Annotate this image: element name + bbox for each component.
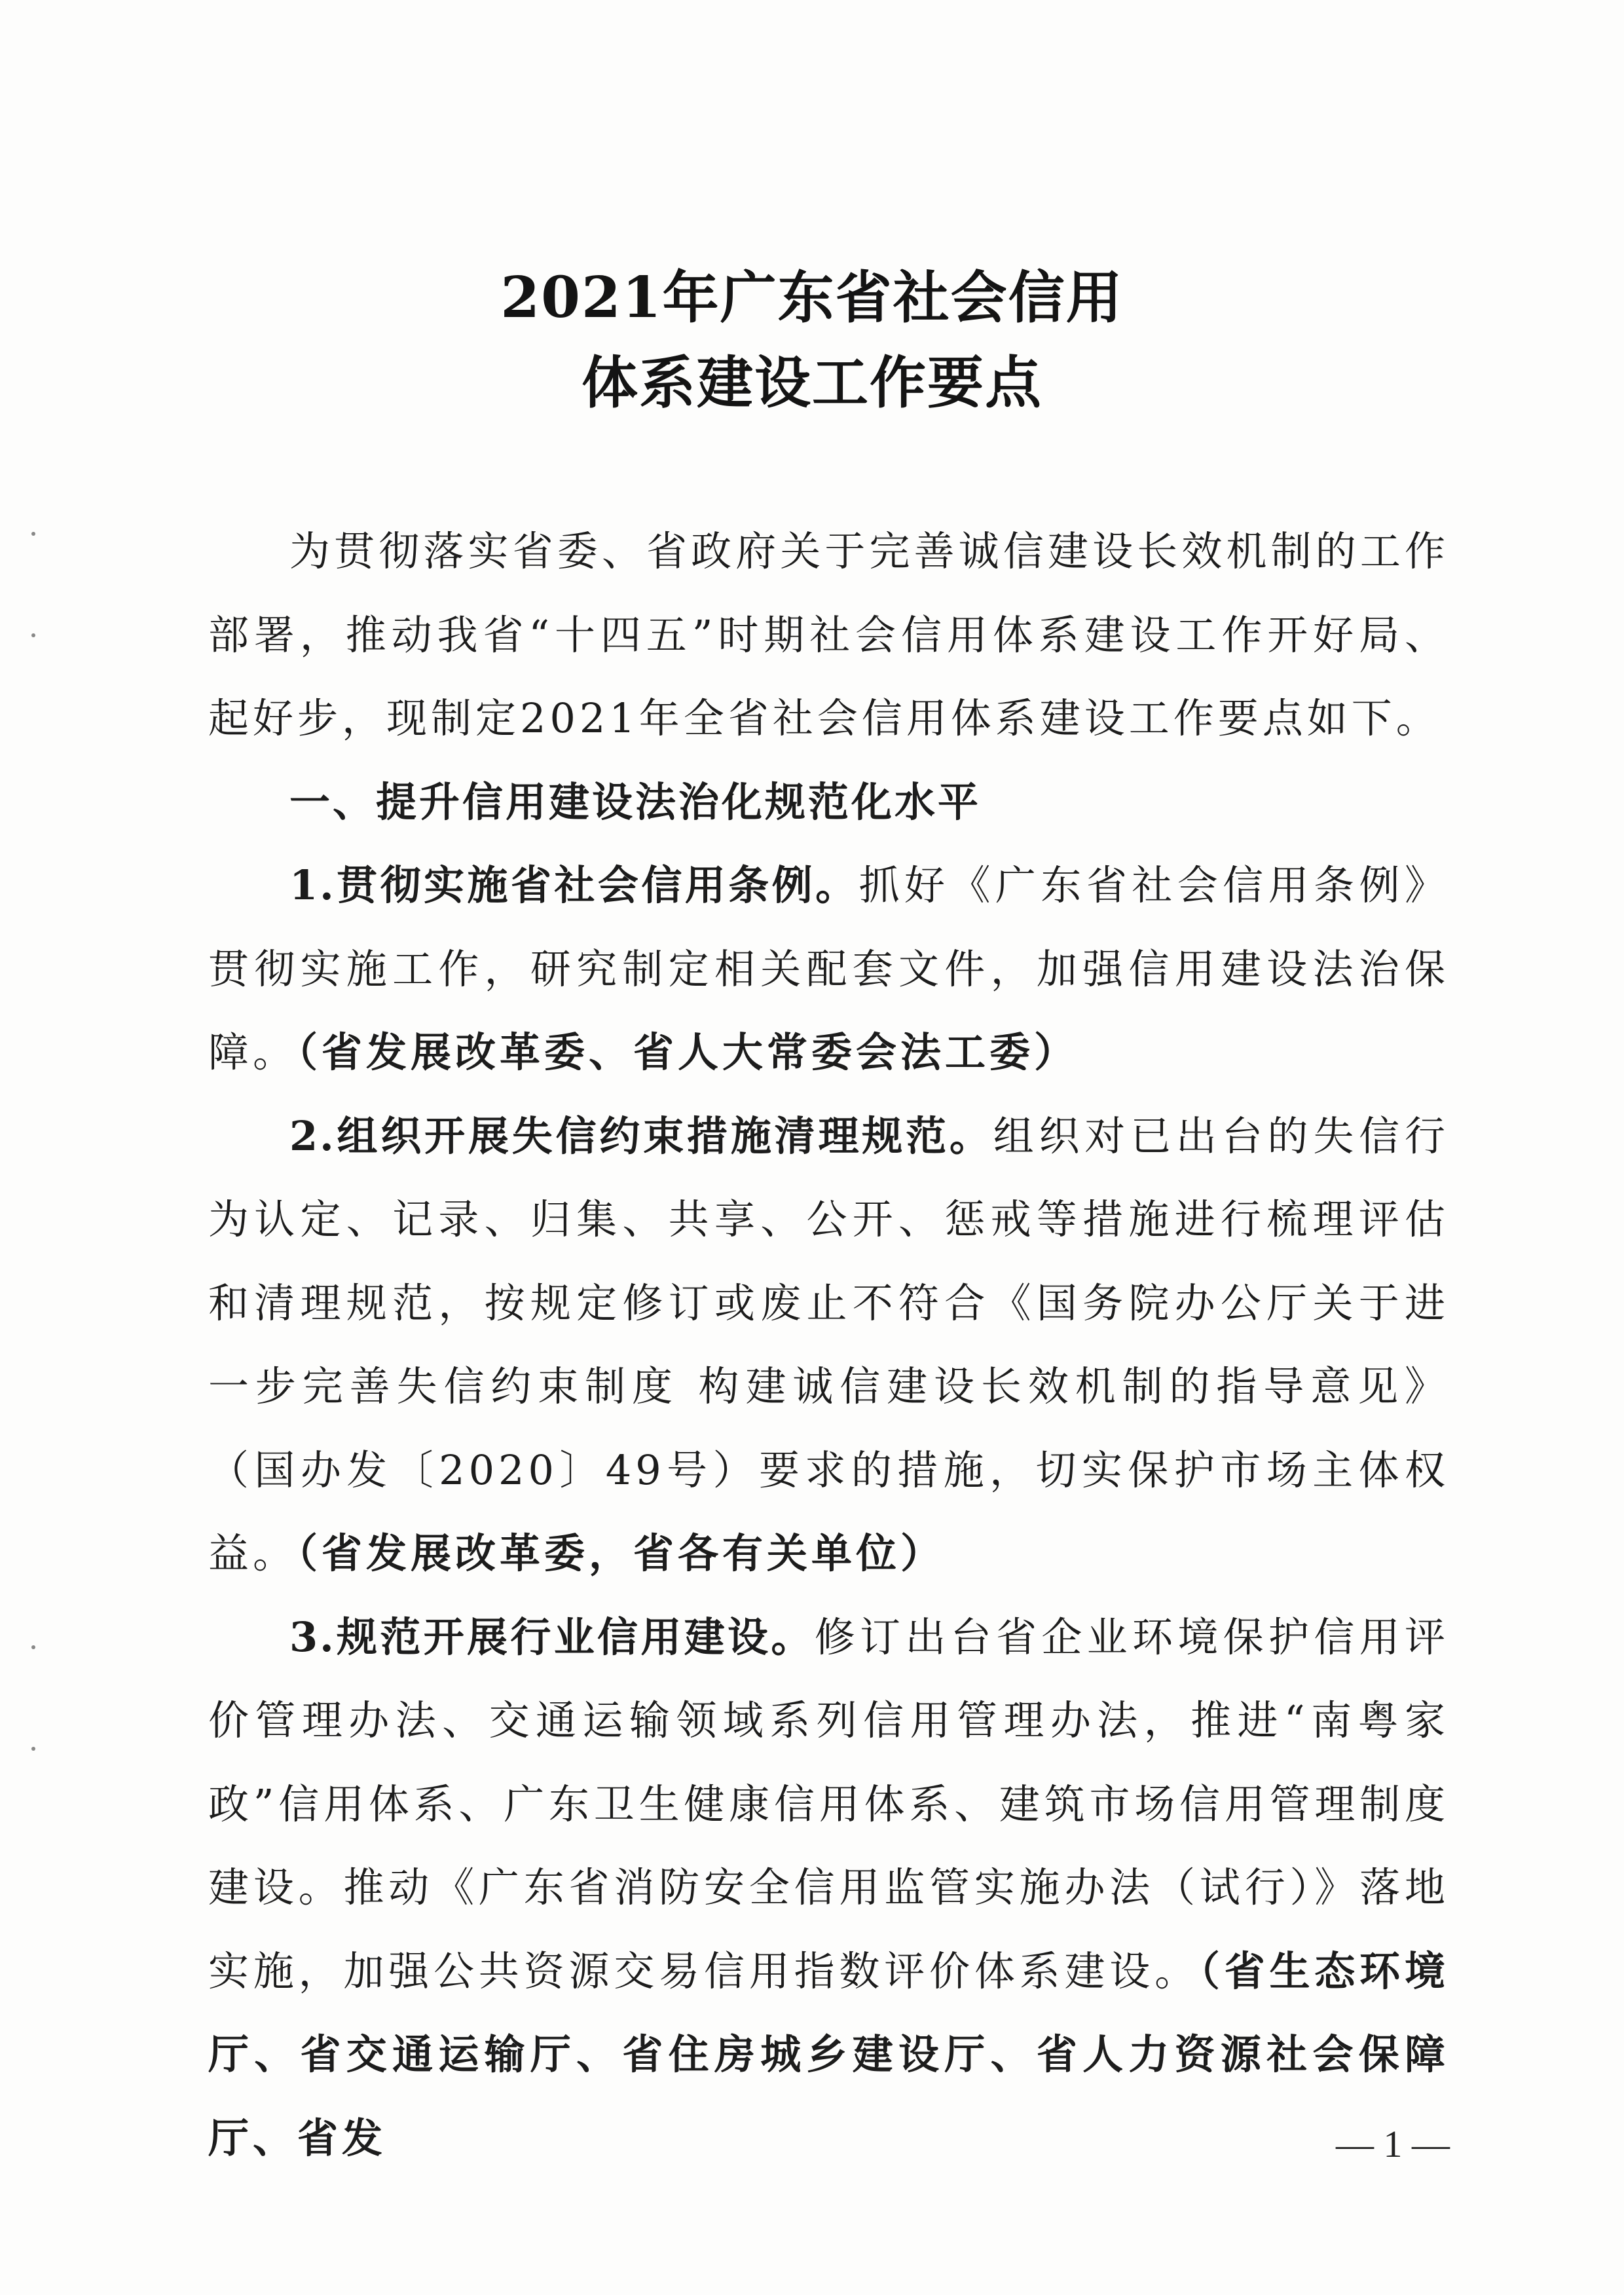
item-lead: 1.贯彻实施省社会信用条例。 <box>289 861 859 909</box>
scan-speck <box>31 532 35 536</box>
item-paragraph <box>208 1094 1449 1595</box>
item-text: 修订出台省企业环境保护信用评价管理办法、交通运输领域系列信用管理办法，推进“南粤家政”信用体系、广东卫生健康信用体系、建筑市场信用管理制度建设。推动《广东省消防安全信用监管实施办法（试行）》落地实施，加强公共资源交易信用指数评价体系建设。 <box>208 1613 1449 1995</box>
scan-speck <box>31 633 35 637</box>
item-units: （省发展改革委，省各有关单位） <box>297 1529 946 1577</box>
item-paragraph <box>208 844 1449 1094</box>
item-lead: 3.规范开展行业信用建设。 <box>289 1613 815 1661</box>
page-number: — 1 — <box>1336 2123 1450 2165</box>
document-body <box>208 510 1449 2180</box>
document-title-line2: 体系建设工作要点 <box>581 350 1043 416</box>
item-text: 抓好《广东省社会信用条例》贯彻实施工作，研究制定相关配套文件，加强信用建设法治保障。 <box>208 861 1449 1076</box>
intro-paragraph: 为贯彻落实省委、省政府关于完善诚信建设长效机制的工作部署，推动我省“十四五”时期社会信用体系建设工作开好局、起好步，现制定2021年全省社会信用体系建设工作要点如下。 <box>208 527 1449 742</box>
scan-speck <box>31 1645 35 1649</box>
item-units: （省生态环境厅、省交通运输厅、省住房城乡建设厅、省人力资源社会保障厅、省发 <box>208 1947 1449 2162</box>
section-heading: 一、提升信用建设法治化规范化水平 <box>289 777 982 826</box>
item-paragraph <box>208 1595 1449 2180</box>
document-title-line1: 2021年广东省社会信用 <box>500 265 1124 331</box>
item-units: （省发展改革委、省人大常委会法工委） <box>297 1028 1079 1076</box>
item-text: 组织对已出台的失信行为认定、记录、归集、共享、公开、惩戒等措施进行梳理评估和清理规范，按规定修订或废止不符合《国务院办公厅关于进一步完善失信约束制度 构建诚信建设长效机制的指导意见》（国办发〔2020〕49号）要求的措施，切实保护市场主体权益。 <box>208 1111 1449 1577</box>
scan-speck <box>31 1747 35 1751</box>
item-lead: 2.组织开展失信约束措施清理规范。 <box>289 1111 993 1160</box>
